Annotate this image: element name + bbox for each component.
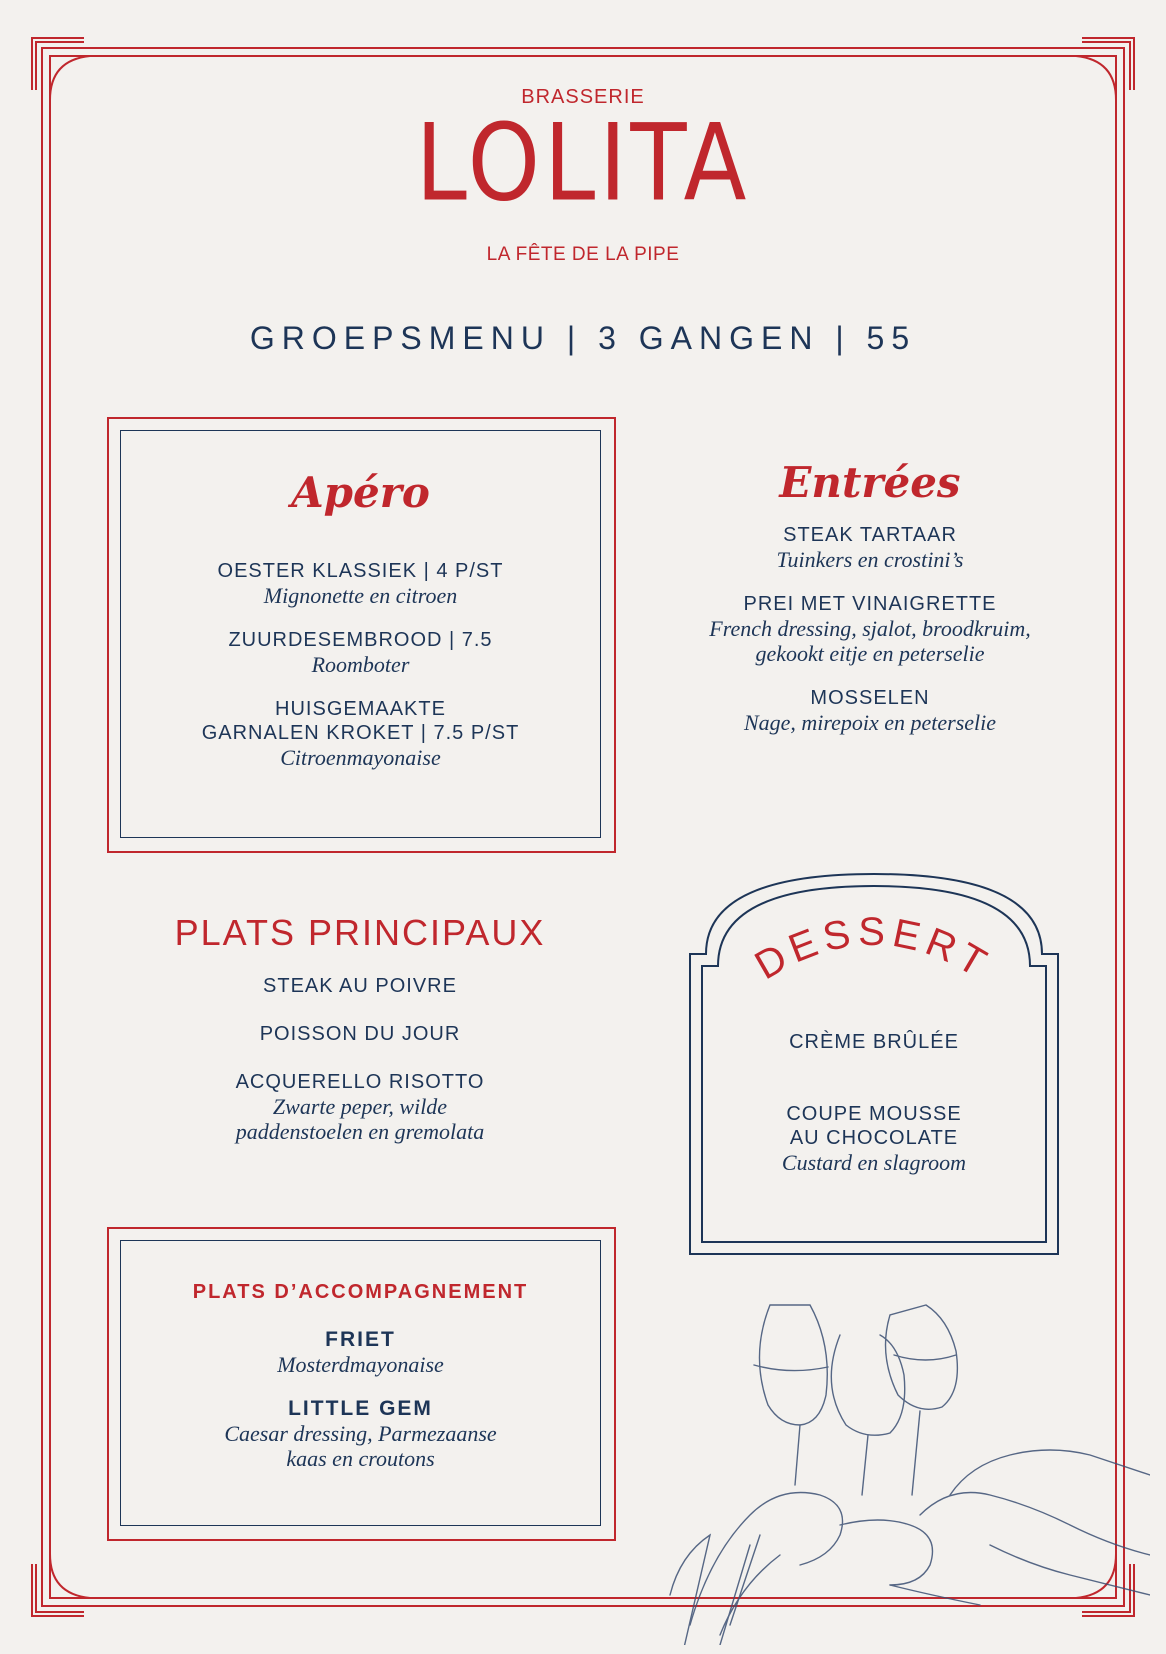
menu-item bbox=[660, 523, 1080, 572]
item-name: ACQUERELLO RISOTTO bbox=[235, 1071, 485, 1093]
toasting-glasses-illustration bbox=[650, 1295, 1150, 1645]
menu-item bbox=[660, 686, 1080, 735]
svg-text:DESSERT bbox=[748, 910, 999, 988]
plats-heading: PLATS PRINCIPAUX bbox=[174, 912, 546, 953]
item-description: Roomboter bbox=[311, 652, 410, 677]
item-description: French dressing, sjalot, broodkruim, bbox=[709, 616, 1031, 641]
item-description: kaas en croutons bbox=[286, 1446, 435, 1471]
menu-item bbox=[700, 1030, 1048, 1054]
item-name: STEAK AU POIVRE bbox=[263, 975, 457, 997]
item-name: FRIET bbox=[325, 1328, 396, 1351]
item-name: GARNALEN KROKET | 7.5 P/ST bbox=[201, 722, 520, 744]
accompagnement-section bbox=[120, 1281, 601, 1491]
item-description: gekookt eitje en peterselie bbox=[755, 641, 985, 666]
menu-item bbox=[120, 1022, 600, 1046]
plats-section bbox=[120, 912, 600, 1164]
menu-item bbox=[120, 559, 601, 608]
item-description: Tuinkers en crostini’s bbox=[776, 547, 964, 572]
item-description: Custard en slagroom bbox=[781, 1150, 967, 1175]
item-description: Mignonette en citroen bbox=[263, 583, 458, 608]
dessert-heading: DESSERT bbox=[747, 909, 999, 989]
item-name: PREI MET VINAIGRETTE bbox=[743, 593, 997, 615]
item-name: POISSON DU JOUR bbox=[259, 1023, 461, 1045]
menu-item bbox=[120, 697, 601, 770]
item-name: STEAK TARTAAR bbox=[783, 524, 957, 546]
menu-item bbox=[660, 592, 1080, 666]
item-name: ZUURDESEMBROOD | 7.5 bbox=[228, 629, 493, 651]
brand-name-logo: LOLITA bbox=[415, 101, 751, 225]
item-name: HUISGEMAAKTE bbox=[275, 698, 446, 720]
item-name: LITTLE GEM bbox=[288, 1397, 433, 1420]
item-description: paddenstoelen en gremolata bbox=[235, 1119, 485, 1144]
item-name: MOSSELEN bbox=[810, 687, 930, 709]
item-description: Nage, mirepoix en peterselie bbox=[743, 710, 997, 735]
item-description: Caesar dressing, Parmezaanse bbox=[224, 1421, 497, 1446]
apero-section bbox=[120, 468, 601, 790]
item-name: OESTER KLASSIEK | 4 P/ST bbox=[217, 560, 504, 582]
entrees-heading: Entrées bbox=[779, 458, 961, 507]
dessert-heading-arc bbox=[740, 906, 1006, 996]
dessert-section bbox=[700, 1030, 1048, 1195]
item-description: Citroenmayonaise bbox=[280, 745, 441, 770]
menu-item bbox=[120, 1397, 601, 1471]
item-description: Mosterdmayonaise bbox=[277, 1352, 444, 1377]
item-name: AU CHOCOLATE bbox=[789, 1127, 959, 1149]
menu-title: GROEPSMENU | 3 GANGEN | 55 bbox=[249, 320, 917, 356]
item-name: CRÈME BRÛLÉE bbox=[789, 1031, 959, 1053]
menu-item bbox=[120, 628, 601, 677]
apero-heading: Apéro bbox=[291, 468, 430, 517]
item-name: COUPE MOUSSE bbox=[786, 1103, 962, 1125]
brand-brasserie: BRASSERIE bbox=[521, 86, 645, 108]
menu-item bbox=[700, 1102, 1048, 1175]
entrees-section bbox=[660, 458, 1080, 755]
menu-item bbox=[120, 1070, 600, 1144]
menu-item bbox=[120, 1328, 601, 1377]
brand-tagline: LA FÊTE DE LA PIPE bbox=[486, 244, 680, 265]
item-description: Zwarte peper, wilde bbox=[272, 1094, 448, 1119]
menu-item bbox=[120, 974, 600, 998]
accompagnement-heading: PLATS D’ACCOMPAGNEMENT bbox=[192, 1281, 529, 1303]
